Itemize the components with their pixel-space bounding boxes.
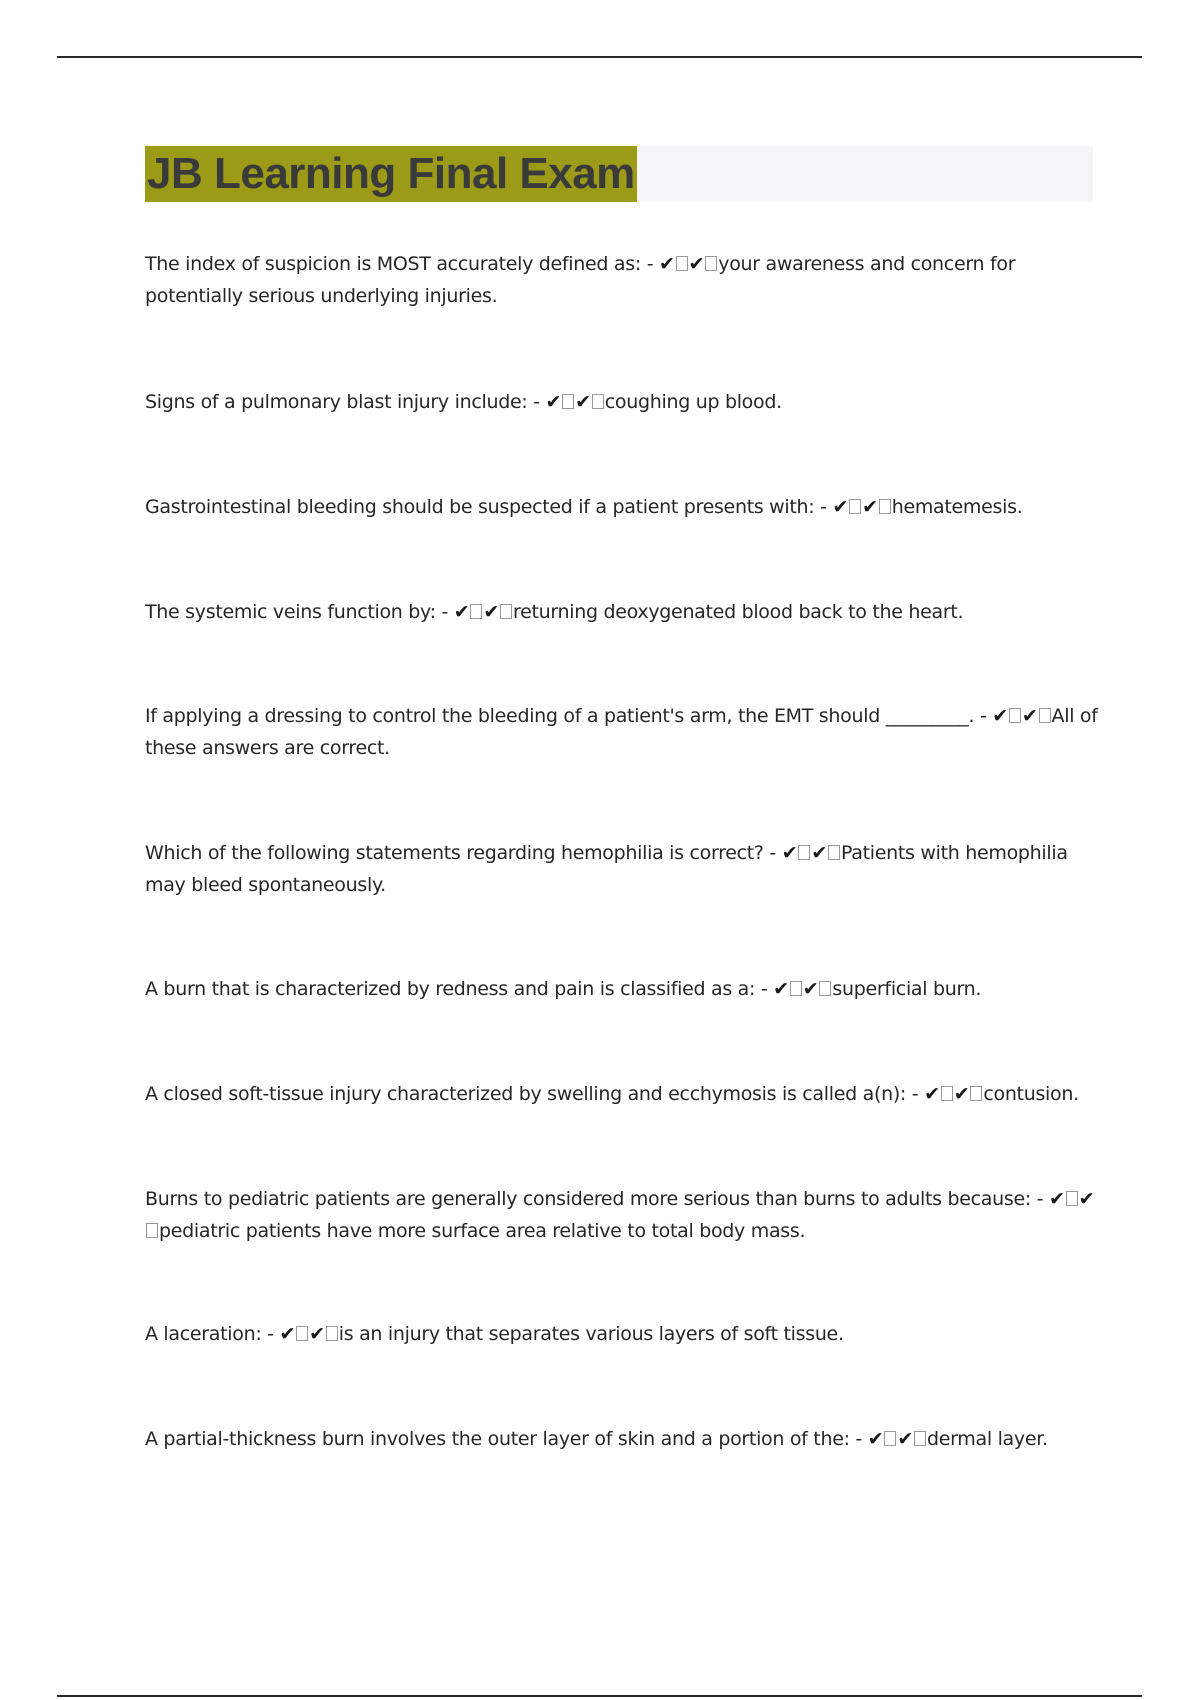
- answer-text: All of these answers are correct.: [145, 705, 1098, 759]
- check-icon: ✔: [802, 978, 819, 1000]
- check-icon: ✔: [688, 253, 705, 275]
- check-icon: ✔: [773, 978, 789, 1000]
- question-text: If applying a dressing to control the bleeding of a patient's arm, the EMT should _________. -: [145, 705, 987, 727]
- box-icon: [819, 981, 831, 996]
- box-icon: [879, 499, 891, 514]
- box-icon: [470, 604, 482, 619]
- box-icon: [1009, 708, 1021, 723]
- box-icon: [1066, 1191, 1078, 1206]
- box-icon: [914, 1431, 926, 1446]
- qa-item-4: [145, 596, 1100, 628]
- qa-item-2: [145, 386, 1100, 418]
- check-icon: ✔: [279, 1323, 296, 1345]
- answer-text: Patients with hemophilia may bleed spontaneously.: [145, 842, 1068, 896]
- box-icon: [941, 1086, 953, 1101]
- check-icon: ✔: [659, 253, 675, 275]
- question-text: Which of the following statements regarding hemophilia is correct? -: [145, 842, 776, 864]
- box-icon: [296, 1326, 308, 1341]
- box-icon: [562, 394, 574, 409]
- question-text: The systemic veins function by: -: [145, 601, 448, 623]
- qa-item-3: [145, 491, 1100, 523]
- check-icon: ✔: [953, 1083, 970, 1105]
- question-text: A laceration: -: [145, 1323, 274, 1345]
- qa-item-8: [145, 1078, 1100, 1110]
- check-icon: ✔: [453, 601, 470, 623]
- check-icon: ✔: [1078, 1188, 1095, 1210]
- check-icon: ✔: [1021, 705, 1038, 727]
- check-icon: ✔: [545, 391, 562, 413]
- question-text: A closed soft-tissue injury characterized by swelling and ecchymosis is called a(n): -: [145, 1083, 919, 1105]
- check-icon: ✔: [309, 1323, 325, 1345]
- question-text: A burn that is characterized by redness and pain is classified as a: -: [145, 978, 768, 1000]
- box-icon: [705, 256, 717, 271]
- answer-text: superficial burn.: [832, 978, 982, 1000]
- box-icon: [1039, 708, 1051, 723]
- qa-item-7: [145, 973, 1100, 1005]
- answer-text: hematemesis.: [891, 496, 1023, 518]
- check-icon: ✔: [867, 1428, 884, 1450]
- box-icon: [790, 981, 802, 996]
- document-title: JB Learning Final Exam: [145, 146, 637, 202]
- box-icon: [676, 256, 688, 271]
- box-icon: [849, 499, 861, 514]
- check-icon: ✔: [924, 1083, 940, 1105]
- header-rule: [57, 56, 1142, 58]
- box-icon: [592, 394, 604, 409]
- box-icon: [884, 1431, 896, 1446]
- question-text: Burns to pediatric patients are generally considered more serious than burns to adults because: -: [145, 1188, 1044, 1210]
- answer-text: pediatric patients have more surface area relative to total body mass.: [159, 1220, 806, 1242]
- answer-text: contusion.: [983, 1083, 1079, 1105]
- box-icon: [970, 1086, 982, 1101]
- question-text: Gastrointestinal bleeding should be suspected if a patient presents with: -: [145, 496, 827, 518]
- box-icon: [828, 845, 840, 860]
- qa-item-10: [145, 1318, 1100, 1350]
- qa-item-11: [145, 1423, 1100, 1455]
- answer-text: dermal layer.: [926, 1428, 1048, 1450]
- check-icon: ✔: [832, 496, 849, 518]
- answer-text: coughing up blood.: [604, 391, 782, 413]
- check-icon: ✔: [862, 496, 878, 518]
- question-text: The index of suspicion is MOST accurately defined as: -: [145, 253, 654, 275]
- check-icon: ✔: [992, 705, 1008, 727]
- check-icon: ✔: [897, 1428, 913, 1450]
- answer-text: returning deoxygenated blood back to the heart.: [513, 601, 964, 623]
- answer-text: is an injury that separates various layers of soft tissue.: [338, 1323, 844, 1345]
- box-icon: [798, 845, 810, 860]
- check-icon: ✔: [811, 842, 827, 864]
- check-icon: ✔: [575, 391, 591, 413]
- qa-item-6: [145, 837, 1100, 901]
- qa-item-9: [145, 1183, 1100, 1247]
- question-text: Signs of a pulmonary blast injury include: -: [145, 391, 540, 413]
- footer-rule: [57, 1695, 1142, 1697]
- check-icon: ✔: [781, 842, 798, 864]
- question-text: A partial-thickness burn involves the outer layer of skin and a portion of the: -: [145, 1428, 862, 1450]
- box-icon: [326, 1326, 338, 1341]
- qa-item-5: [145, 700, 1100, 764]
- check-icon: ✔: [483, 601, 499, 623]
- answer-text: your awareness and concern for potentially serious underlying injuries.: [145, 253, 1016, 307]
- qa-item-1: [145, 248, 1100, 312]
- box-icon: [146, 1223, 158, 1238]
- check-icon: ✔: [1049, 1188, 1065, 1210]
- box-icon: [500, 604, 512, 619]
